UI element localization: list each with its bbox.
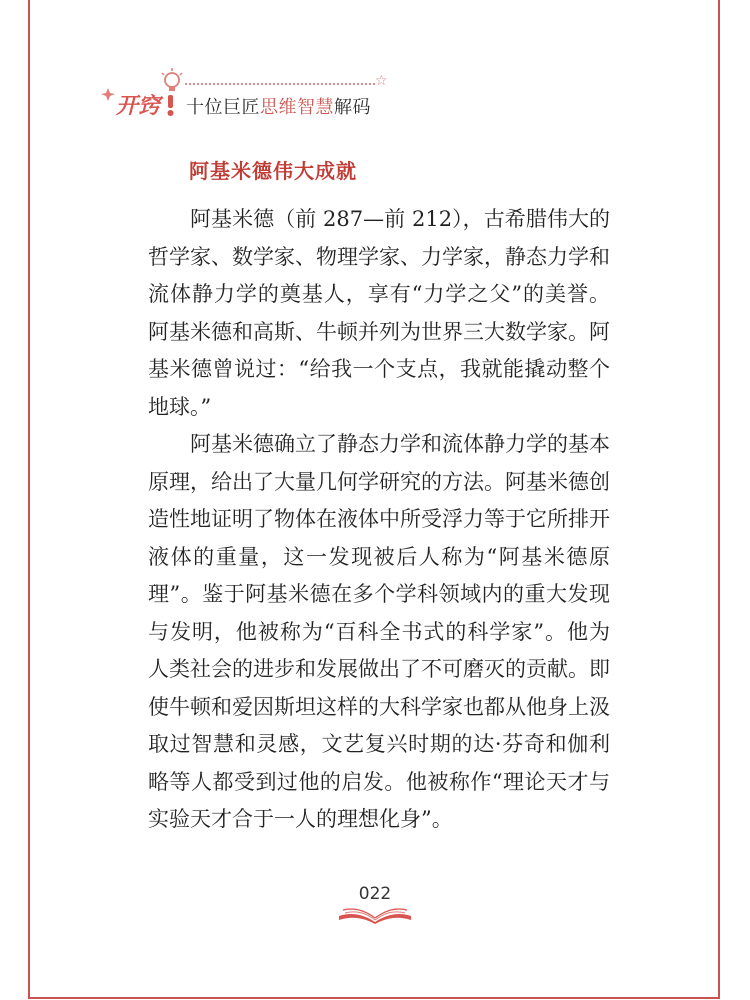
star-outline-icon: ☆ — [375, 73, 388, 89]
running-header — [100, 66, 430, 122]
section-heading: 阿基米德伟大成就 — [189, 159, 357, 183]
title-suffix: 解码 — [334, 97, 371, 118]
header-dotted-rule — [185, 83, 375, 85]
logo-text: 开窍 — [116, 94, 161, 119]
book-title — [186, 93, 371, 119]
body-text — [148, 201, 610, 839]
paragraph-2: 阿基米德确立了静态力学和流体静力学的基本原理，给出了大量几何学研究的方法。阿基米德创造性地证明了物体在液体中所受浮力等于它所排开液体的重量，这一发现被后人称为“阿基米德原理”。鉴于阿基米德在多个学科领域内的重大发现与发明，他被称为“百科全书式的科学家”。他为人类社会的进步和发展做出了不可磨灭的贡献。即使牛顿和爱因斯坦这样的大科学家也都从他身上汲取过智慧和灵感，文艺复兴时期的达·芬奇和伽利略等人都受到过他的启发。他被称作“理论天才与实验天才合于一人的理想化身”。 — [148, 432, 610, 831]
book-logo — [100, 66, 186, 122]
lightbulb-icon — [162, 68, 182, 91]
page-number: 022 — [358, 884, 392, 904]
paragraph-1: 阿基米德（前 287—前 212），古希腊伟大的哲学家、数学家、物理学家、力学家，静态力学和流体静力学的奠基人，享有“力学之父”的美誉。阿基米德和高斯、牛顿并列为世界三大数学家。阿基米德曾说过：“给我一个支点，我就能撬动整个地球。” — [148, 207, 610, 419]
open-book-ornament-icon — [337, 904, 413, 926]
title-prefix: 十位巨匠 — [186, 97, 260, 118]
title-highlight: 思维智慧 — [260, 97, 334, 118]
